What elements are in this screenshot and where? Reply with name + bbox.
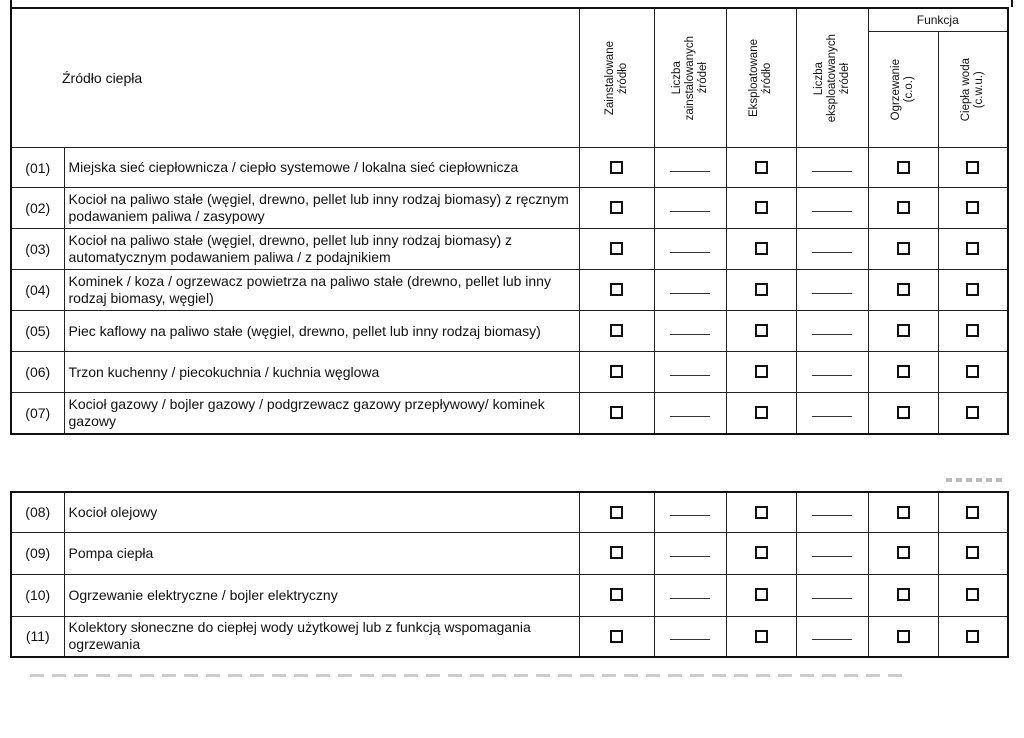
hot-water-checkbox[interactable]: [966, 201, 979, 214]
hot-water-checkbox-cell: [938, 188, 1008, 229]
hot-water-checkbox-cell: [938, 616, 1008, 657]
installed-count-field[interactable]: [670, 544, 710, 557]
table-row: [11, 270, 1008, 311]
heating-checkbox[interactable]: [897, 242, 910, 255]
hot-water-checkbox[interactable]: [966, 588, 979, 601]
operated-checkbox-cell: [726, 616, 796, 657]
table-row: [11, 148, 1008, 188]
hot-water-checkbox-cell: [938, 532, 1008, 574]
heat-source-label: Kocioł na paliwo stałe (węgiel, drewno, pellet lub inny rodzaj biomasy) z ręcznym podawaniem paliwa / zasypowy: [64, 188, 579, 229]
installed-checkbox[interactable]: [610, 506, 623, 519]
heat-source-label: Piec kaflowy na paliwo stałe (węgiel, drewno, pellet lub inny rodzaj biomasy): [64, 311, 579, 352]
operated-checkbox-cell: [726, 229, 796, 270]
installed-column-header: Zainstalowane źródło: [579, 8, 654, 148]
operated-checkbox[interactable]: [755, 365, 768, 378]
installed-count-field-cell: [654, 148, 726, 188]
installed-checkbox-cell: [579, 311, 654, 352]
installed-checkbox-cell: [579, 616, 654, 657]
faint-footer-text: [30, 674, 910, 677]
installed-checkbox-cell: [579, 492, 654, 532]
installed-count-field-cell: [654, 229, 726, 270]
operated-checkbox-cell: [726, 352, 796, 393]
operated-count-field-cell: [796, 393, 868, 434]
installed-checkbox-cell: [579, 148, 654, 188]
operated-checkbox[interactable]: [755, 546, 768, 559]
table-row: [11, 616, 1008, 657]
installed-count-field-cell: [654, 352, 726, 393]
installed-checkbox[interactable]: [610, 283, 623, 296]
row-number: (07): [11, 393, 64, 434]
heating-checkbox[interactable]: [897, 365, 910, 378]
table-row: [11, 574, 1008, 616]
row-number: (11): [11, 616, 64, 657]
operated-count-field[interactable]: [812, 404, 852, 417]
hot-water-checkbox-cell: [938, 148, 1008, 188]
installed-checkbox[interactable]: [610, 365, 623, 378]
operated-count-field-cell: [796, 352, 868, 393]
hot-water-checkbox[interactable]: [966, 506, 979, 519]
operated-count-field-cell: [796, 532, 868, 574]
installed-count-field-cell: [654, 492, 726, 532]
operated-count-column-header: Liczba eksploatowanych źródeł: [796, 8, 868, 148]
installed-checkbox-cell: [579, 574, 654, 616]
hot-water-checkbox-cell: [938, 352, 1008, 393]
heating-checkbox-cell: [868, 352, 938, 393]
operated-count-field[interactable]: [812, 159, 852, 172]
installed-count-field[interactable]: [670, 159, 710, 172]
heat-source-label: Kominek / koza / ogrzewacz powietrza na paliwo stałe (drewno, pellet lub inny rodzaj biomasy, węgiel): [64, 270, 579, 311]
heat-source-label: Trzon kuchenny / piecokuchnia / kuchnia węglowa: [64, 352, 579, 393]
operated-count-field[interactable]: [812, 503, 852, 516]
installed-count-field-cell: [654, 270, 726, 311]
installed-checkbox[interactable]: [610, 324, 623, 337]
row-number: (06): [11, 352, 64, 393]
operated-checkbox-cell: [726, 492, 796, 532]
hot-water-checkbox[interactable]: [966, 161, 979, 174]
installed-count-field[interactable]: [670, 240, 710, 253]
heat-source-label: Ogrzewanie elektryczne / bojler elektryczny: [64, 574, 579, 616]
installed-count-field[interactable]: [670, 281, 710, 294]
installed-count-column-header: Liczba zainstalowanych źródeł: [654, 8, 726, 148]
operated-checkbox[interactable]: [755, 161, 768, 174]
table-row: [11, 352, 1008, 393]
operated-count-field-cell: [796, 188, 868, 229]
operated-count-field[interactable]: [812, 627, 852, 640]
hot-water-checkbox-cell: [938, 492, 1008, 532]
hot-water-checkbox[interactable]: [966, 283, 979, 296]
heating-checkbox[interactable]: [897, 201, 910, 214]
hot-water-checkbox-cell: [938, 574, 1008, 616]
table-row: [11, 492, 1008, 532]
faint-marks: [946, 478, 1006, 482]
heating-checkbox-cell: [868, 616, 938, 657]
installed-checkbox[interactable]: [610, 201, 623, 214]
installed-checkbox[interactable]: [610, 588, 623, 601]
installed-count-field[interactable]: [670, 586, 710, 599]
installed-count-field-cell: [654, 616, 726, 657]
heat-source-table-part2: [10, 491, 1009, 658]
operated-count-field-cell: [796, 311, 868, 352]
function-group-header: Funkcja: [868, 8, 1008, 32]
source-column-header: Źródło ciepła: [11, 8, 579, 148]
installed-count-field[interactable]: [670, 503, 710, 516]
row-number: (04): [11, 270, 64, 311]
installed-checkbox-cell: [579, 393, 654, 434]
operated-checkbox[interactable]: [755, 630, 768, 643]
heat-source-label: Kocioł olejowy: [64, 492, 579, 532]
operated-count-field[interactable]: [812, 240, 852, 253]
heating-checkbox-cell: [868, 574, 938, 616]
heating-checkbox[interactable]: [897, 588, 910, 601]
installed-count-field-cell: [654, 188, 726, 229]
installed-checkbox[interactable]: [610, 406, 623, 419]
installed-count-field[interactable]: [670, 199, 710, 212]
operated-checkbox-cell: [726, 188, 796, 229]
operated-count-field[interactable]: [812, 322, 852, 335]
hot-water-checkbox-cell: [938, 229, 1008, 270]
installed-count-field-cell: [654, 532, 726, 574]
operated-checkbox[interactable]: [755, 506, 768, 519]
heating-column-header: Ogrzewanie (c.o.): [868, 32, 938, 148]
operated-checkbox-cell: [726, 532, 796, 574]
heat-source-label: Miejska sieć ciepłownicza / ciepło systemowe / lokalna sieć ciepłownicza: [64, 148, 579, 188]
hot-water-checkbox[interactable]: [966, 324, 979, 337]
heating-checkbox[interactable]: [897, 324, 910, 337]
operated-count-field-cell: [796, 229, 868, 270]
row-number: (02): [11, 188, 64, 229]
installed-count-field-cell: [654, 393, 726, 434]
heat-source-label: Kocioł na paliwo stałe (węgiel, drewno, pellet lub inny rodzaj biomasy) z automatycznym podawaniem paliwa / z podajnikiem: [64, 229, 579, 270]
hot-water-checkbox-cell: [938, 270, 1008, 311]
operated-count-field-cell: [796, 270, 868, 311]
operated-checkbox[interactable]: [755, 324, 768, 337]
operated-checkbox[interactable]: [755, 283, 768, 296]
hot-water-checkbox-cell: [938, 393, 1008, 434]
heat-source-label: Kolektory słoneczne do ciepłej wody użytkowej lub z funkcją wspomagania ogrzewania: [64, 616, 579, 657]
installed-count-field-cell: [654, 574, 726, 616]
heat-source-label: Kocioł gazowy / bojler gazowy / podgrzewacz gazowy przepływowy/ kominek gazowy: [64, 393, 579, 434]
installed-checkbox-cell: [579, 229, 654, 270]
hot-water-checkbox[interactable]: [966, 406, 979, 419]
table-row: [11, 229, 1008, 270]
operated-count-field-cell: [796, 616, 868, 657]
heating-checkbox-cell: [868, 188, 938, 229]
installed-checkbox-cell: [579, 270, 654, 311]
operated-checkbox[interactable]: [755, 588, 768, 601]
operated-checkbox-cell: [726, 574, 796, 616]
heating-checkbox-cell: [868, 532, 938, 574]
hot-water-checkbox[interactable]: [966, 546, 979, 559]
operated-count-field[interactable]: [812, 281, 852, 294]
table-row: [11, 532, 1008, 574]
installed-count-field[interactable]: [670, 404, 710, 417]
installed-checkbox-cell: [579, 352, 654, 393]
operated-column-header: Eksploatowane źródło: [726, 8, 796, 148]
table-row: [11, 393, 1008, 434]
operated-count-field[interactable]: [812, 199, 852, 212]
heating-checkbox-cell: [868, 492, 938, 532]
installed-count-field[interactable]: [670, 322, 710, 335]
heating-checkbox[interactable]: [897, 283, 910, 296]
operated-count-field-cell: [796, 492, 868, 532]
installed-checkbox[interactable]: [610, 161, 623, 174]
heating-checkbox-cell: [868, 270, 938, 311]
row-number: (08): [11, 492, 64, 532]
operated-count-field-cell: [796, 148, 868, 188]
hot-water-column-header: Ciepła woda (c.w.u.): [938, 32, 1008, 148]
operated-checkbox-cell: [726, 270, 796, 311]
heating-checkbox[interactable]: [897, 406, 910, 419]
heating-checkbox[interactable]: [897, 630, 910, 643]
operated-count-field[interactable]: [812, 544, 852, 557]
installed-checkbox[interactable]: [610, 242, 623, 255]
installed-count-field[interactable]: [670, 363, 710, 376]
operated-count-field[interactable]: [812, 363, 852, 376]
cut-off-top-text: [10, 0, 1013, 7]
operated-count-field-cell: [796, 574, 868, 616]
row-number: (01): [11, 148, 64, 188]
heating-checkbox[interactable]: [897, 546, 910, 559]
table-row: [11, 311, 1008, 352]
operated-checkbox-cell: [726, 148, 796, 188]
operated-checkbox[interactable]: [755, 406, 768, 419]
installed-checkbox-cell: [579, 188, 654, 229]
table-row: [11, 188, 1008, 229]
hot-water-checkbox[interactable]: [966, 630, 979, 643]
installed-checkbox[interactable]: [610, 630, 623, 643]
row-number: (03): [11, 229, 64, 270]
operated-checkbox[interactable]: [755, 201, 768, 214]
heating-checkbox-cell: [868, 148, 938, 188]
operated-checkbox-cell: [726, 311, 796, 352]
heating-checkbox-cell: [868, 229, 938, 270]
row-number: (09): [11, 532, 64, 574]
heating-checkbox[interactable]: [897, 161, 910, 174]
heating-checkbox-cell: [868, 393, 938, 434]
row-number: (10): [11, 574, 64, 616]
operated-count-field[interactable]: [812, 586, 852, 599]
row-number: (05): [11, 311, 64, 352]
operated-checkbox-cell: [726, 393, 796, 434]
hot-water-checkbox[interactable]: [966, 242, 979, 255]
heat-source-table-part1: [10, 7, 1009, 435]
hot-water-checkbox-cell: [938, 311, 1008, 352]
heating-checkbox-cell: [868, 311, 938, 352]
installed-count-field-cell: [654, 311, 726, 352]
hot-water-checkbox[interactable]: [966, 365, 979, 378]
operated-checkbox[interactable]: [755, 242, 768, 255]
heating-checkbox[interactable]: [897, 506, 910, 519]
installed-checkbox[interactable]: [610, 546, 623, 559]
installed-checkbox-cell: [579, 532, 654, 574]
heat-source-label: Pompa ciepła: [64, 532, 579, 574]
installed-count-field[interactable]: [670, 627, 710, 640]
